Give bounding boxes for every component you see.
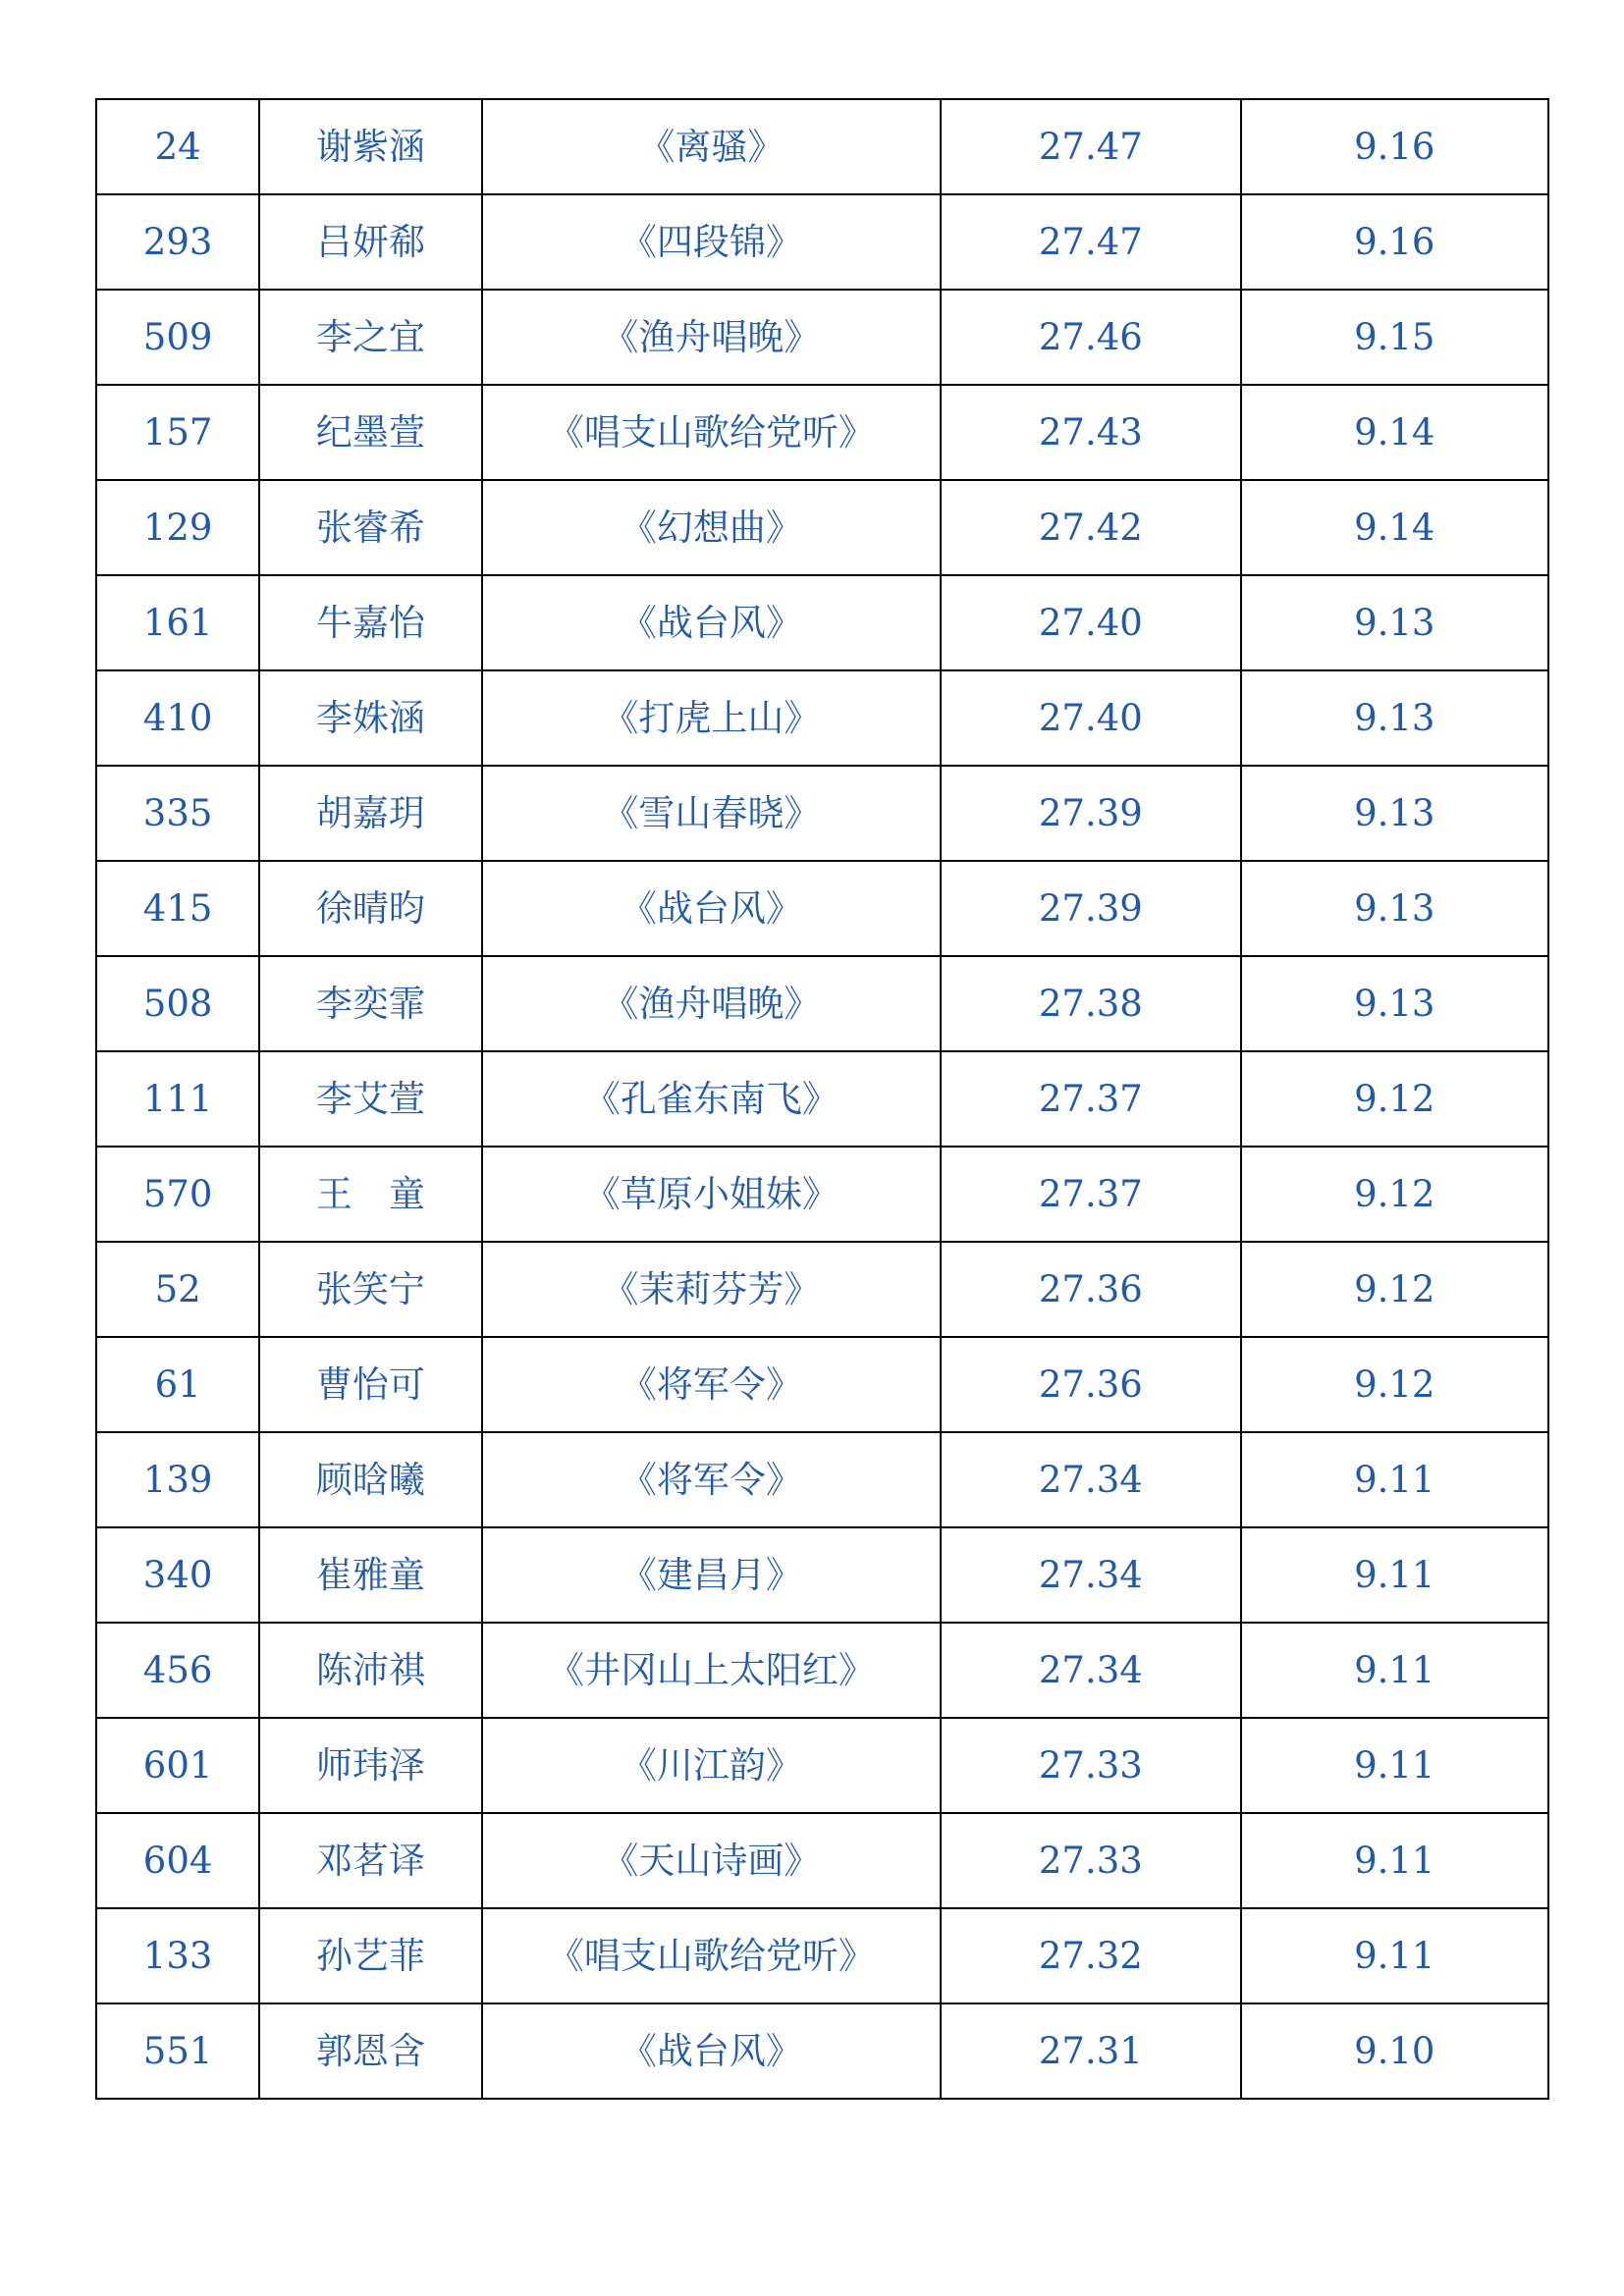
- average-score-cell: 9.14: [1241, 385, 1548, 480]
- average-score-cell: 9.13: [1241, 861, 1548, 956]
- entry-number-cell: 604: [96, 1813, 259, 1908]
- piece-cell: 《打虎上山》: [482, 670, 942, 766]
- name-cell: 吕妍郗: [259, 194, 481, 290]
- piece-cell: 《唱支山歌给党听》: [482, 385, 942, 480]
- piece-cell: 《建昌月》: [482, 1527, 942, 1623]
- entry-number-cell: 456: [96, 1623, 259, 1718]
- average-score-cell: 9.10: [1241, 2003, 1548, 2099]
- table-row: [96, 861, 1548, 956]
- entry-number-cell: 161: [96, 575, 259, 670]
- total-score-cell: 27.47: [941, 99, 1240, 194]
- total-score-cell: 27.32: [941, 1908, 1240, 2003]
- entry-number-cell: 139: [96, 1432, 259, 1527]
- average-score-cell: 9.13: [1241, 670, 1548, 766]
- table-row: [96, 1623, 1548, 1718]
- average-score-cell: 9.12: [1241, 1242, 1548, 1337]
- total-score-cell: 27.37: [941, 1051, 1240, 1147]
- total-score-cell: 27.34: [941, 1623, 1240, 1718]
- total-score-cell: 27.40: [941, 575, 1240, 670]
- piece-cell: 《四段锦》: [482, 194, 942, 290]
- table-row: [96, 1908, 1548, 2003]
- piece-cell: 《幻想曲》: [482, 480, 942, 575]
- name-cell: 张笑宁: [259, 1242, 481, 1337]
- average-score-cell: 9.11: [1241, 1908, 1548, 2003]
- total-score-cell: 27.36: [941, 1242, 1240, 1337]
- name-cell: 崔雅童: [259, 1527, 481, 1623]
- average-score-cell: 9.11: [1241, 1623, 1548, 1718]
- total-score-cell: 27.31: [941, 2003, 1240, 2099]
- name-cell: 李奕霏: [259, 956, 481, 1051]
- piece-cell: 《渔舟唱晚》: [482, 956, 942, 1051]
- average-score-cell: 9.16: [1241, 194, 1548, 290]
- piece-cell: 《渔舟唱晚》: [482, 290, 942, 385]
- entry-number-cell: 293: [96, 194, 259, 290]
- total-score-cell: 27.33: [941, 1813, 1240, 1908]
- average-score-cell: 9.13: [1241, 766, 1548, 861]
- average-score-cell: 9.13: [1241, 956, 1548, 1051]
- table-row: [96, 1051, 1548, 1147]
- piece-cell: 《战台风》: [482, 2003, 942, 2099]
- table-row: [96, 1337, 1548, 1432]
- piece-cell: 《战台风》: [482, 861, 942, 956]
- entry-number-cell: 551: [96, 2003, 259, 2099]
- entry-number-cell: 129: [96, 480, 259, 575]
- table-row: [96, 2003, 1548, 2099]
- table-row: [96, 956, 1548, 1051]
- entry-number-cell: 24: [96, 99, 259, 194]
- name-cell: 胡嘉玥: [259, 766, 481, 861]
- average-score-cell: 9.12: [1241, 1051, 1548, 1147]
- name-cell: 陈沛祺: [259, 1623, 481, 1718]
- total-score-cell: 27.43: [941, 385, 1240, 480]
- piece-cell: 《战台风》: [482, 575, 942, 670]
- table-row: [96, 1432, 1548, 1527]
- table-row: [96, 99, 1548, 194]
- total-score-cell: 27.46: [941, 290, 1240, 385]
- entry-number-cell: 570: [96, 1147, 259, 1242]
- average-score-cell: 9.13: [1241, 575, 1548, 670]
- name-cell: 谢紫涵: [259, 99, 481, 194]
- total-score-cell: 27.47: [941, 194, 1240, 290]
- average-score-cell: 9.16: [1241, 99, 1548, 194]
- total-score-cell: 27.42: [941, 480, 1240, 575]
- name-cell: 邓茗译: [259, 1813, 481, 1908]
- table-row: [96, 1718, 1548, 1813]
- table-row: [96, 1147, 1548, 1242]
- piece-cell: 《雪山春晓》: [482, 766, 942, 861]
- table-row: [96, 670, 1548, 766]
- average-score-cell: 9.15: [1241, 290, 1548, 385]
- average-score-cell: 9.11: [1241, 1813, 1548, 1908]
- table-row: [96, 480, 1548, 575]
- piece-cell: 《孔雀东南飞》: [482, 1051, 942, 1147]
- piece-cell: 《唱支山歌给党听》: [482, 1908, 942, 2003]
- name-cell: 王 童: [259, 1147, 481, 1242]
- score-table-body: [96, 99, 1548, 2099]
- entry-number-cell: 133: [96, 1908, 259, 2003]
- name-cell: 郭恩含: [259, 2003, 481, 2099]
- name-cell: 曹怡可: [259, 1337, 481, 1432]
- name-cell: 徐晴昀: [259, 861, 481, 956]
- piece-cell: 《离骚》: [482, 99, 942, 194]
- piece-cell: 《井冈山上太阳红》: [482, 1623, 942, 1718]
- total-score-cell: 27.39: [941, 766, 1240, 861]
- entry-number-cell: 52: [96, 1242, 259, 1337]
- name-cell: 李姝涵: [259, 670, 481, 766]
- name-cell: 纪墨萱: [259, 385, 481, 480]
- name-cell: 师玮泽: [259, 1718, 481, 1813]
- name-cell: 李之宜: [259, 290, 481, 385]
- name-cell: 张睿希: [259, 480, 481, 575]
- entry-number-cell: 340: [96, 1527, 259, 1623]
- name-cell: 牛嘉怡: [259, 575, 481, 670]
- total-score-cell: 27.34: [941, 1432, 1240, 1527]
- average-score-cell: 9.14: [1241, 480, 1548, 575]
- table-row: [96, 1813, 1548, 1908]
- total-score-cell: 27.38: [941, 956, 1240, 1051]
- table-row: [96, 194, 1548, 290]
- average-score-cell: 9.11: [1241, 1432, 1548, 1527]
- piece-cell: 《茉莉芬芳》: [482, 1242, 942, 1337]
- entry-number-cell: 111: [96, 1051, 259, 1147]
- entry-number-cell: 415: [96, 861, 259, 956]
- table-row: [96, 1527, 1548, 1623]
- entry-number-cell: 410: [96, 670, 259, 766]
- entry-number-cell: 508: [96, 956, 259, 1051]
- total-score-cell: 27.39: [941, 861, 1240, 956]
- average-score-cell: 9.12: [1241, 1337, 1548, 1432]
- entry-number-cell: 157: [96, 385, 259, 480]
- name-cell: 孙艺菲: [259, 1908, 481, 2003]
- name-cell: 顾晗曦: [259, 1432, 481, 1527]
- average-score-cell: 9.11: [1241, 1718, 1548, 1813]
- piece-cell: 《川江韵》: [482, 1718, 942, 1813]
- table-row: [96, 766, 1548, 861]
- piece-cell: 《将军令》: [482, 1337, 942, 1432]
- piece-cell: 《草原小姐妹》: [482, 1147, 942, 1242]
- piece-cell: 《将军令》: [482, 1432, 942, 1527]
- total-score-cell: 27.36: [941, 1337, 1240, 1432]
- total-score-cell: 27.37: [941, 1147, 1240, 1242]
- score-table: [95, 98, 1549, 2100]
- table-row: [96, 1242, 1548, 1337]
- entry-number-cell: 61: [96, 1337, 259, 1432]
- table-row: [96, 385, 1548, 480]
- total-score-cell: 27.40: [941, 670, 1240, 766]
- piece-cell: 《天山诗画》: [482, 1813, 942, 1908]
- entry-number-cell: 335: [96, 766, 259, 861]
- entry-number-cell: 509: [96, 290, 259, 385]
- total-score-cell: 27.34: [941, 1527, 1240, 1623]
- average-score-cell: 9.11: [1241, 1527, 1548, 1623]
- total-score-cell: 27.33: [941, 1718, 1240, 1813]
- table-row: [96, 290, 1548, 385]
- table-row: [96, 575, 1548, 670]
- name-cell: 李艾萱: [259, 1051, 481, 1147]
- average-score-cell: 9.12: [1241, 1147, 1548, 1242]
- entry-number-cell: 601: [96, 1718, 259, 1813]
